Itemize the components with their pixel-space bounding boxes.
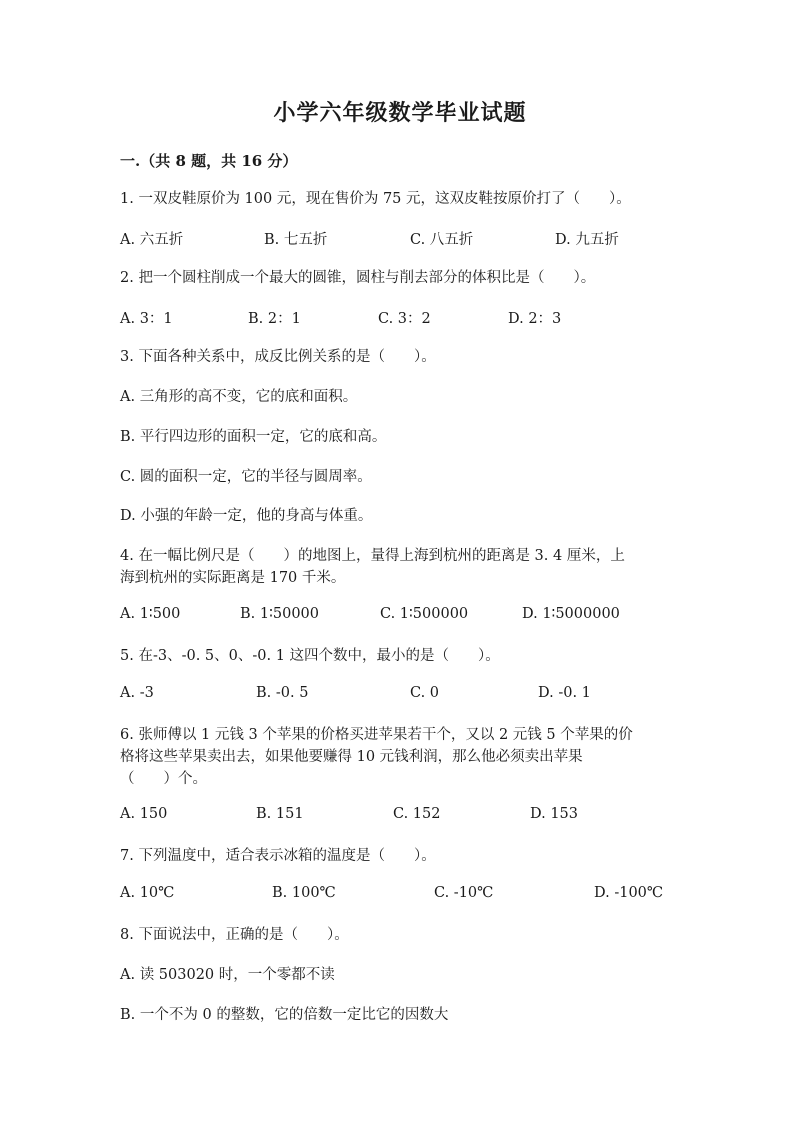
option-c: C. 八五折 — [410, 232, 474, 248]
question-8-option-a: A. 读 503020 时，一个零都不读 — [120, 967, 335, 983]
option-a: A. 1∶500 — [120, 606, 181, 622]
question-4-stem-line-1: 4. 在一幅比例尺是（ ）的地图上，量得上海到杭州的距离是 3. 4 厘米，上 — [120, 548, 625, 564]
question-3-option-c: C. 圆的面积一定，它的半径与圆周率。 — [120, 469, 372, 485]
question-6-options — [0, 806, 800, 828]
option-d: D. 1∶5000000 — [522, 606, 620, 622]
option-c: C. 0 — [410, 685, 440, 701]
option-a: A. 六五折 — [120, 232, 184, 248]
question-5-options — [0, 685, 800, 707]
option-b: B. 100℃ — [272, 885, 336, 901]
option-a: A. 150 — [120, 806, 168, 822]
question-2-options — [0, 307, 800, 329]
option-b: B. 2：1 — [248, 311, 301, 327]
question-3-option-a: A. 三角形的高不变，它的底和面积。 — [120, 389, 358, 405]
option-a: A. 10℃ — [120, 885, 175, 901]
option-d: D. 153 — [530, 806, 579, 822]
section-header: 一.（共 8 题，共 16 分） — [120, 152, 298, 170]
option-a: A. 3：1 — [120, 311, 173, 327]
question-3-option-b: B. 平行四边形的面积一定，它的底和高。 — [120, 429, 387, 445]
question-6-stem-line-1: 6. 张师傅以 1 元钱 3 个苹果的价格买进苹果若干个，又以 2 元钱 5 个苹果的价 — [120, 727, 633, 743]
question-4-options — [0, 606, 800, 628]
option-c: C. 1∶500000 — [380, 606, 469, 622]
option-d: D. -100℃ — [594, 885, 664, 901]
option-a: A. -3 — [120, 685, 154, 701]
option-c: C. 3：2 — [378, 311, 431, 327]
option-d: D. -0. 1 — [538, 685, 591, 701]
option-b: B. 151 — [256, 806, 304, 822]
option-b: B. 七五折 — [264, 232, 328, 248]
question-6-stem-line-3: （ ）个。 — [120, 771, 207, 787]
question-3-stem: 3. 下面各种关系中，成反比例关系的是（ ）。 — [120, 349, 436, 365]
option-c: C. 152 — [393, 806, 441, 822]
option-b: B. -0. 5 — [256, 685, 309, 701]
option-d: D. 2：3 — [508, 311, 562, 327]
option-d: D. 九五折 — [555, 232, 619, 248]
question-8-option-b: B. 一个不为 0 的整数，它的倍数一定比它的因数大 — [120, 1007, 449, 1023]
question-6-stem-line-2: 格将这些苹果卖出去，如果他要赚得 10 元钱利润，那么他必须卖出苹果 — [120, 749, 583, 765]
option-b: B. 1∶50000 — [240, 606, 319, 622]
question-1-stem: 1. 一双皮鞋原价为 100 元，现在售价为 75 元，这双皮鞋按原价打了（ ）。 — [120, 191, 631, 207]
question-4-stem-line-2: 海到杭州的实际距离是 170 千米。 — [120, 570, 346, 586]
question-1-options — [0, 228, 800, 250]
option-c: C. -10℃ — [434, 885, 494, 901]
question-7-options — [0, 885, 800, 907]
question-3-option-d: D. 小强的年龄一定，他的身高与体重。 — [120, 508, 373, 524]
question-8-stem: 8. 下面说法中，正确的是（ ）。 — [120, 927, 349, 943]
question-7-stem: 7. 下列温度中，适合表示冰箱的温度是（ ）。 — [120, 848, 436, 864]
question-5-stem: 5. 在-3、-0. 5、0、-0. 1 这四个数中，最小的是（ ）。 — [120, 648, 500, 664]
question-2-stem: 2. 把一个圆柱削成一个最大的圆锥，圆柱与削去部分的体积比是（ ）。 — [120, 270, 596, 286]
page-title: 小学六年级数学毕业试题 — [273, 100, 527, 126]
